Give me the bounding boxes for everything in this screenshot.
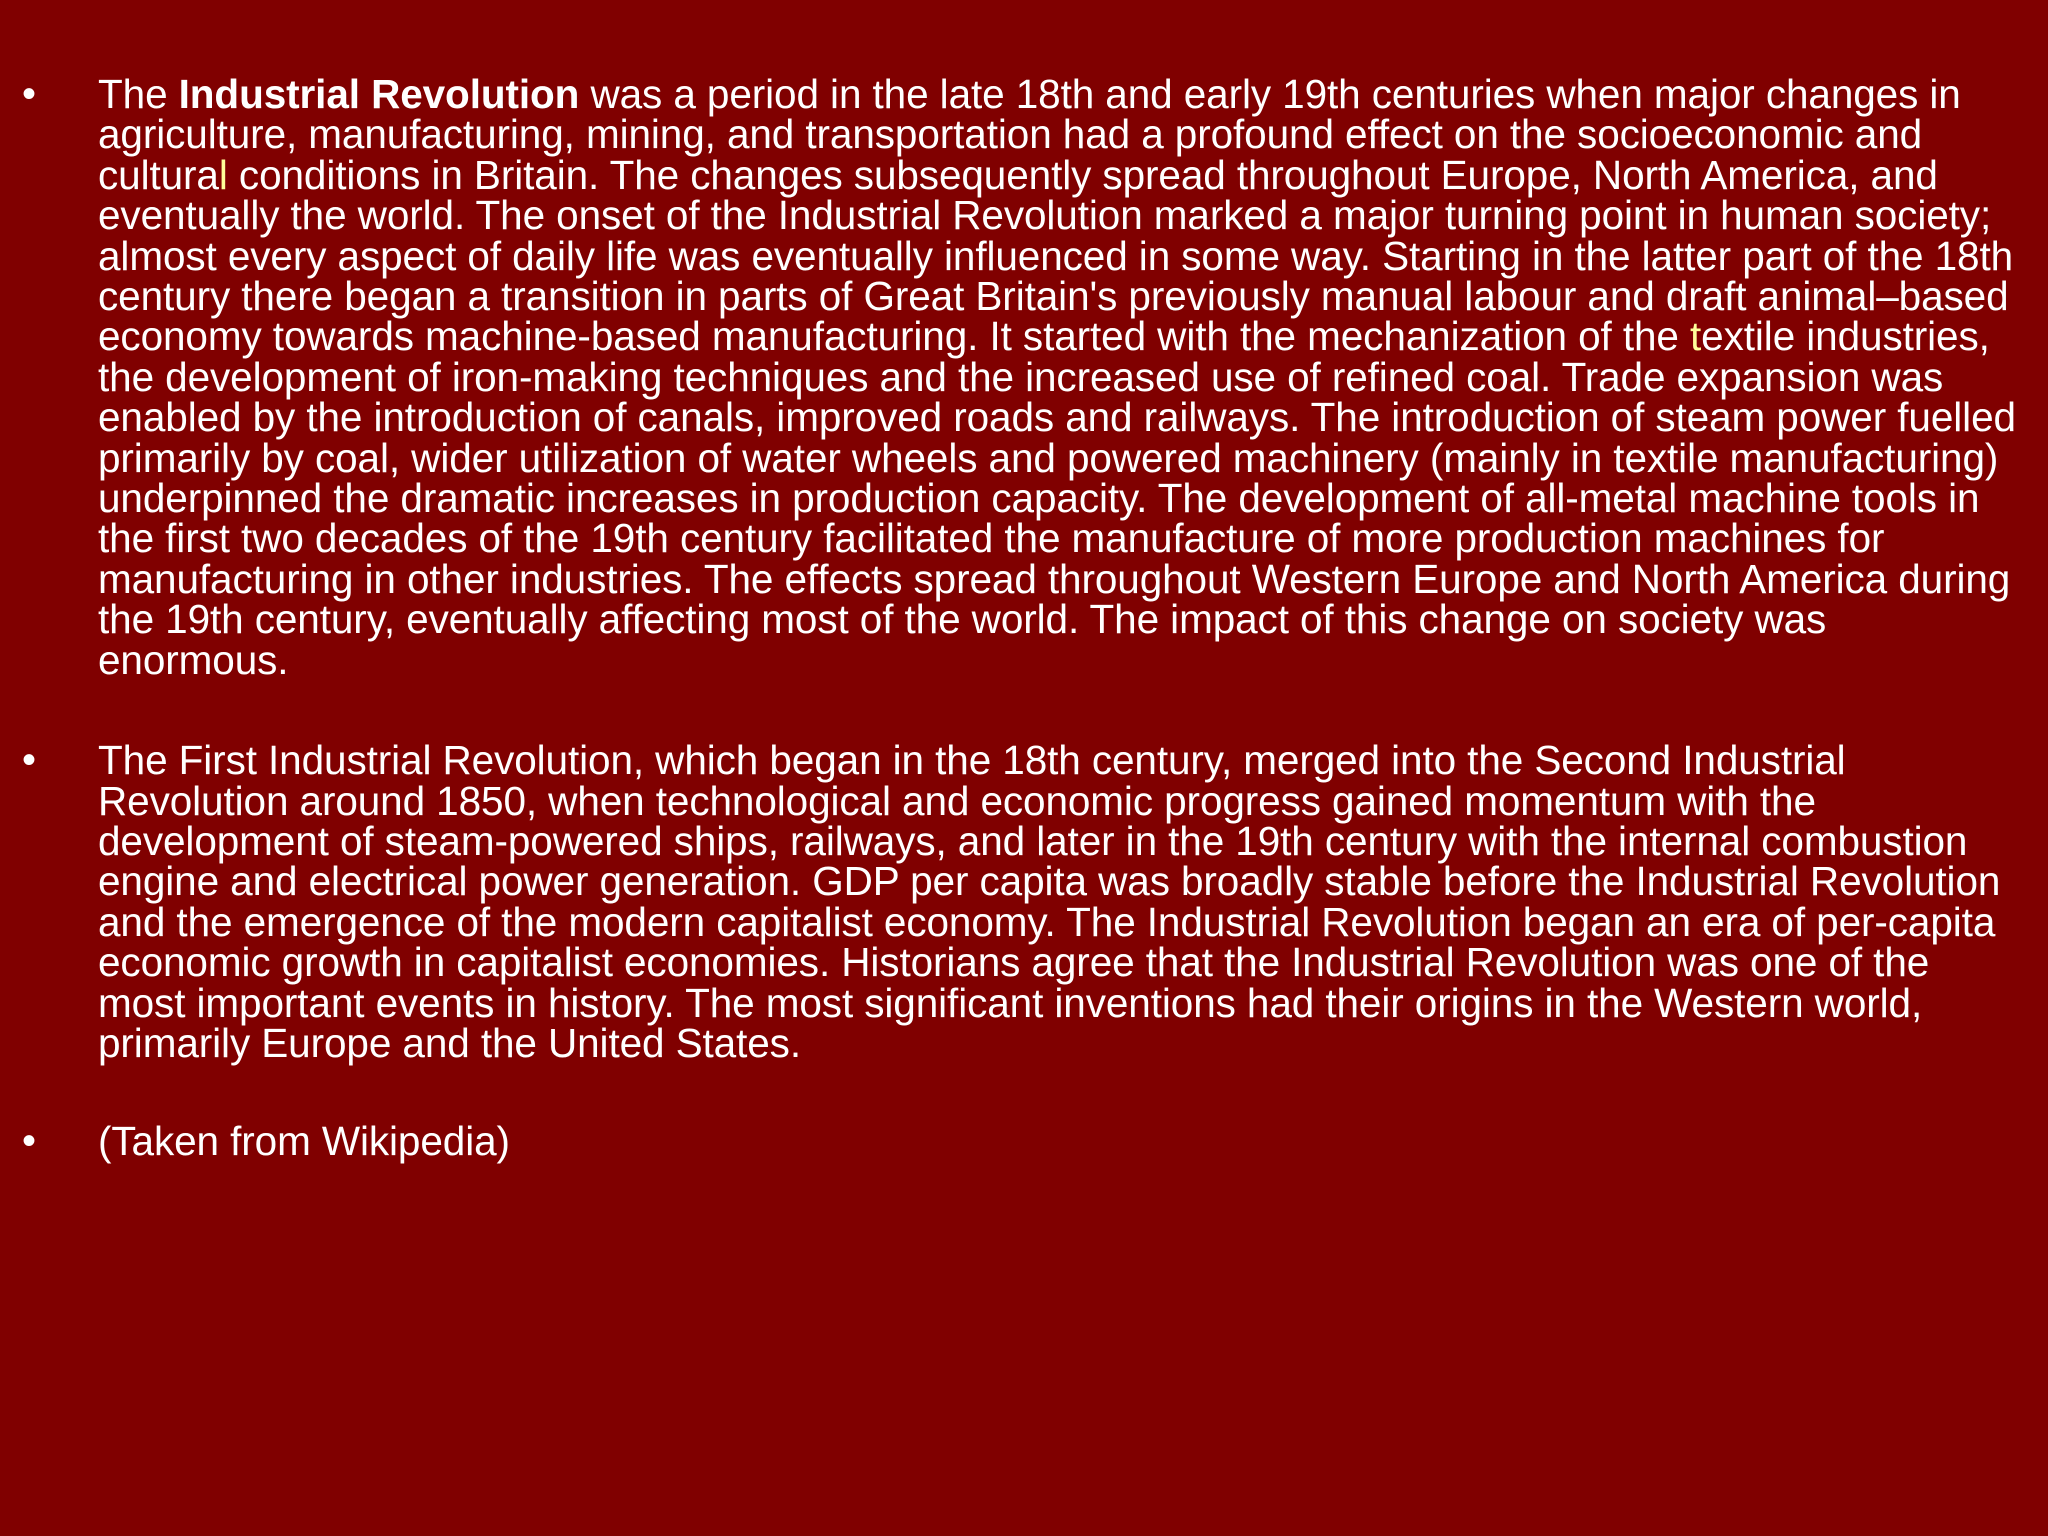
bold-term: Industrial Revolution xyxy=(178,71,580,117)
bullet-icon: • xyxy=(22,1119,37,1164)
bullet-icon: • xyxy=(22,738,37,783)
bullet-item-industrial-revolution xyxy=(22,71,2024,683)
highlighted-char: l xyxy=(218,151,228,198)
bullet-icon: • xyxy=(22,72,37,116)
bullet-text: The Industrial Revolution was a period in the late 18th and early 19th centuries when major changes in agriculture, manufacturing, mining, and transportation had a profound effect on the socioeconomic and cultural conditions in Britain. The changes subsequently spread throughout Europe, North America, and eventually the world. The onset of the Industrial Revolution marked a major turning point in human society; almost every aspect of daily life was eventually influenced in some way. Starting in the latter part of the 18th century there began a transition in parts of Great Britain's previously manual labour and draft animal–based economy towards machine-based manufacturing. It started with the mechanization of the textile industries, the development of iron-making techniques and the increased use of refined coal. Trade expansion was enabled by the introduction of canals, improved roads and railways. The introduction of steam power fuelled primarily by coal, wider utilization of water wheels and powered machinery (mainly in textile manufacturing) underpinned the dramatic increases in production capacity. The development of all-metal machine tools in the first two decades of the 19th century facilitated the manufacture of more production machines for manufacturing in other industries. The effects spread throughout Western Europe and North America during the 19th century, eventually affecting most of the world. The impact of this change on society was enormous. xyxy=(98,71,2016,683)
source-citation: (Taken from Wikipedia) xyxy=(98,1118,510,1165)
bullet-text: The First Industrial Revolution, which began in the 18th century, merged into the Second Industrial Revolution around 1850, when technological and economic progress gained momentum with the development of steam-powered ships, railways, and later in the 19th century with the internal combustion engine and electrical power generation. GDP per capita was broadly stable before the Industrial Revolution and the emergence of the modern capitalist economy. The Industrial Revolution began an era of per-capita economic growth in capitalist economies. Historians agree that the Industrial Revolution was one of the most important events in history. The most significant inventions had their origins in the Western world, primarily Europe and the United States. xyxy=(98,737,2001,1066)
highlighted-char: t xyxy=(1690,313,1702,360)
bullet-item-first-industrial-revolution xyxy=(22,737,2024,1066)
bullet-item-source xyxy=(22,1118,2024,1165)
